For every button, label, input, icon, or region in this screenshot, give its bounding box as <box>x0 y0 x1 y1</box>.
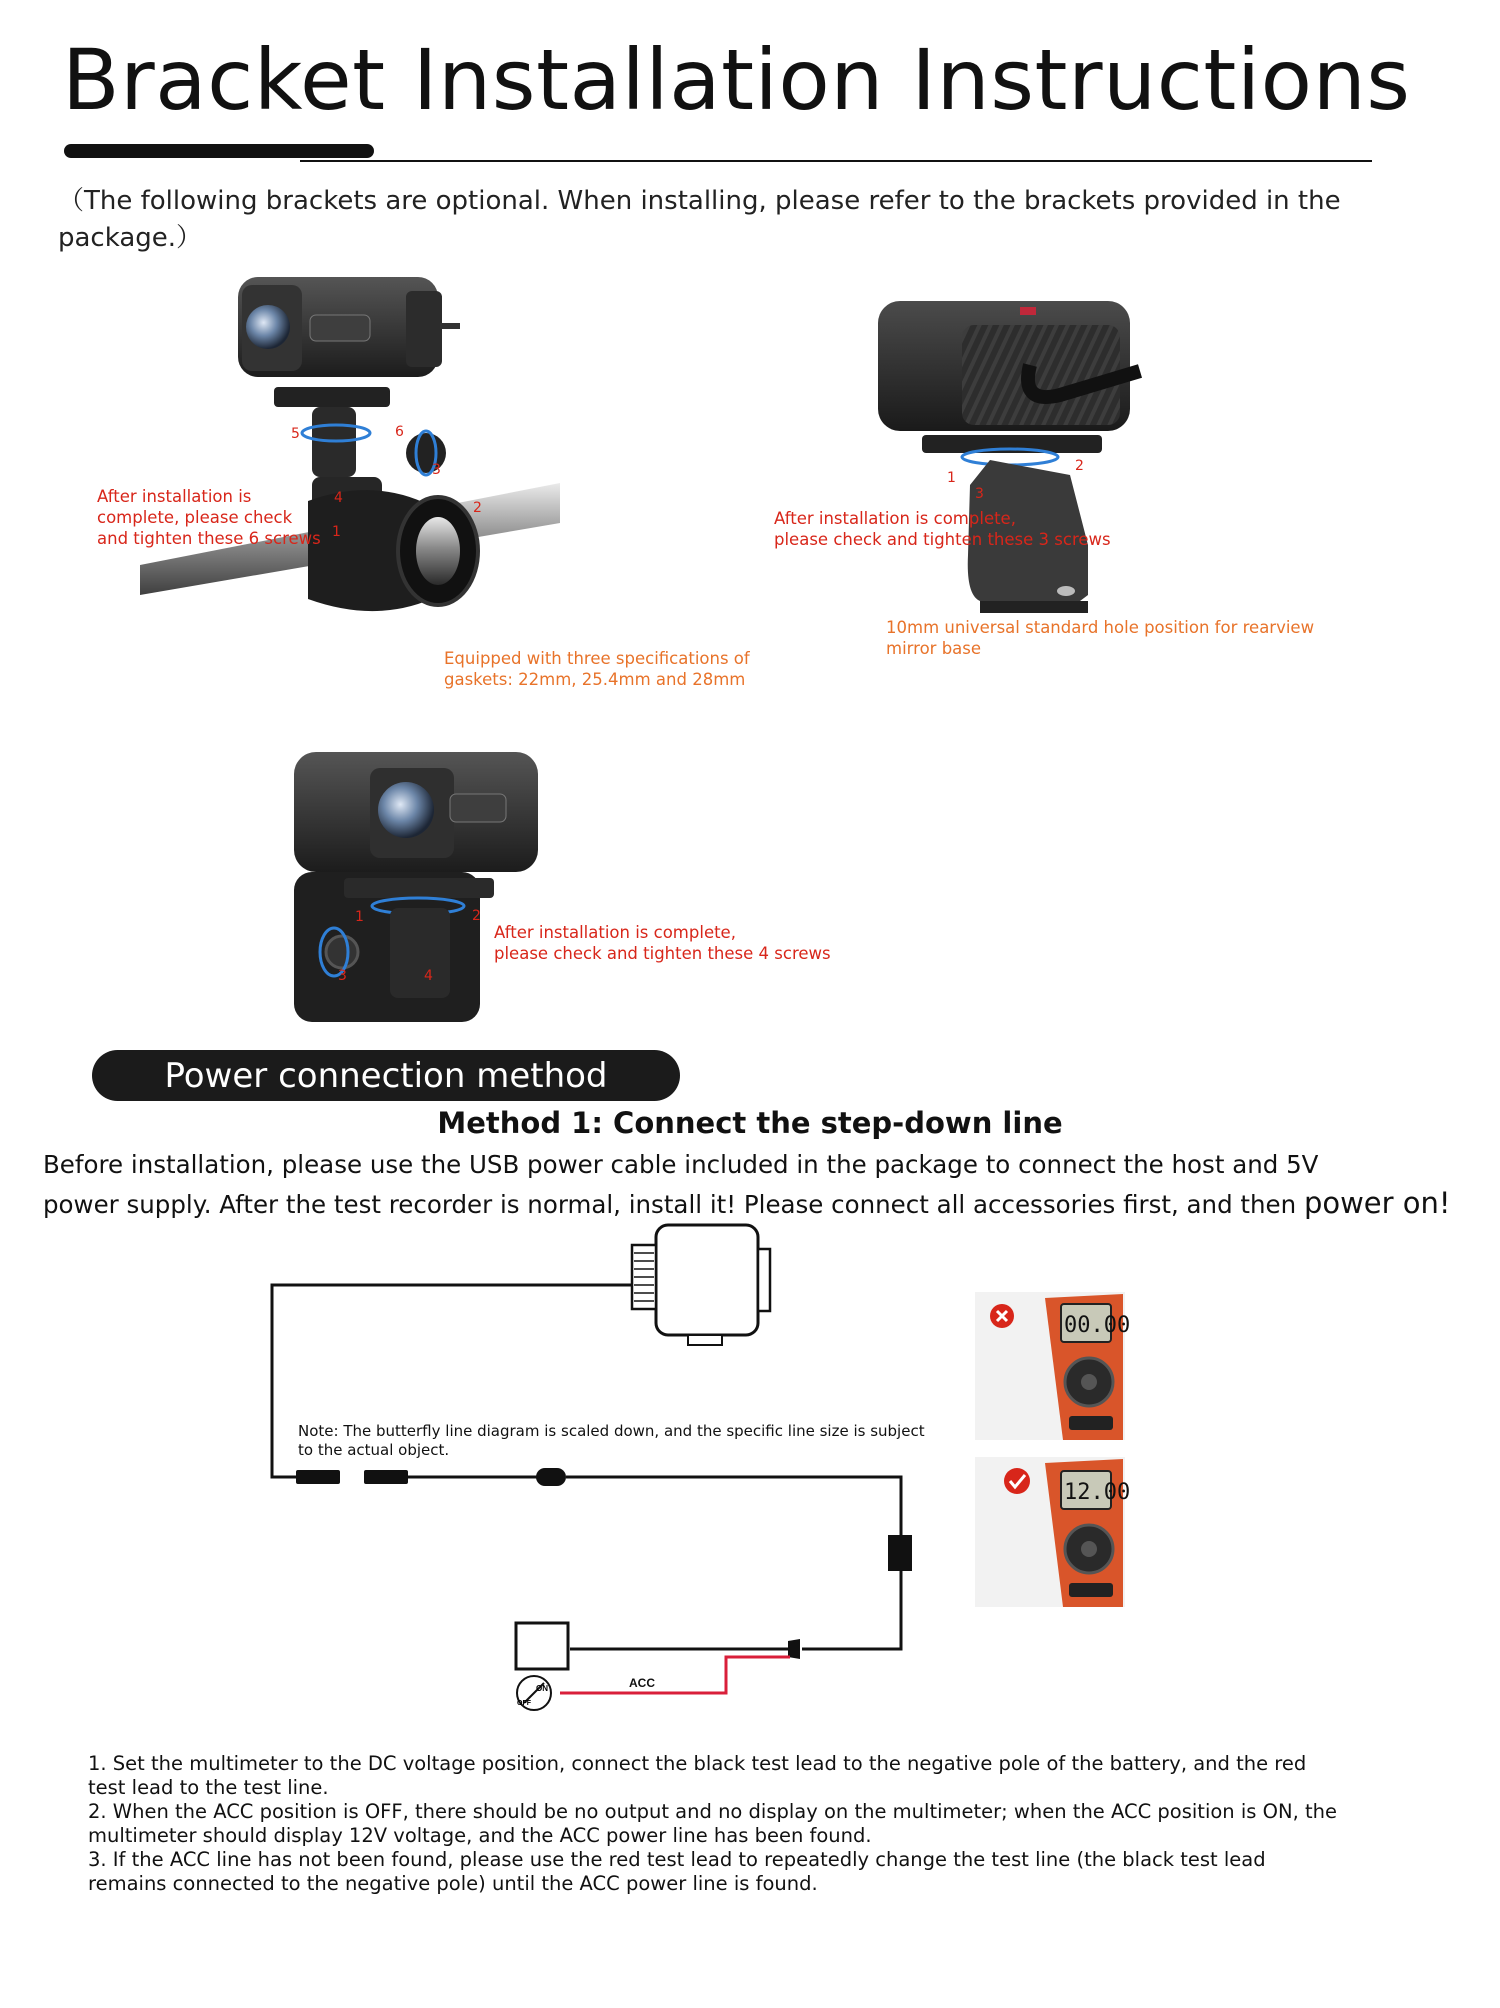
multimeter-wrong-photo <box>975 1292 1131 1440</box>
screw-number: 4 <box>334 490 343 506</box>
mirror-bracket-illustration <box>870 295 1140 625</box>
mirror-hole-note: 10mm universal standard hole position for rearview mirror base <box>886 618 1315 658</box>
screw-number: 3 <box>975 486 984 502</box>
screw-number: 3 <box>338 968 347 984</box>
screw-number: 2 <box>472 908 481 924</box>
flat-screw-note: After installation is complete, please check and tighten these 4 screws <box>494 923 831 963</box>
multimeter-correct-photo <box>975 1457 1131 1607</box>
diagram-note: Note: The butterfly line diagram is scaled down, and the specific line size is subject to the actual object. <box>298 1422 925 1459</box>
step-item: 3. If the ACC line has not been found, please use the red test lead to repeatedly change the test line (the black test lead remains connected to the negative pole) until the ACC power line is found. <box>88 1848 1266 1895</box>
meter-right-reading: 12.00 <box>1064 1480 1131 1505</box>
switch-on-label: ON <box>536 1684 548 1693</box>
screw-number: 1 <box>947 470 956 486</box>
acc-label: ACC <box>629 1676 655 1690</box>
page-title: Bracket Installation Instructions <box>62 31 1411 129</box>
intro-line: Before installation, please use the USB power cable included in the package to connect the host and 5V <box>43 1150 1319 1179</box>
screw-number: 1 <box>355 909 364 925</box>
section-title-pill: Power connection method <box>92 1050 680 1101</box>
screw-number: 3 <box>432 462 441 478</box>
mirror-screw-note: After installation is complete, please check and tighten these 3 screws <box>774 509 1111 549</box>
title-rule <box>300 160 1372 162</box>
screw-number: 6 <box>395 424 404 440</box>
step-item: 1. Set the multimeter to the DC voltage position, connect the black test lead to the negative pole of the battery, and the red test lead to the test line. <box>88 1752 1307 1799</box>
switch-off-label: OFF <box>517 1700 531 1707</box>
page-subtitle: （The following brackets are optional. When installing, please refer to the brackets provided in the package.） <box>58 186 1341 253</box>
method-title: Method 1: Connect the step-down line <box>437 1106 1063 1140</box>
step-item: 2. When the ACC position is OFF, there should be no output and no display on the multimeter; when the ACC position is ON, the multimeter should display 12V voltage, and the ACC power line has been found. <box>88 1800 1337 1847</box>
intro-line: power supply. After the test recorder is normal, install it! Please connect all accessories first, and then power on! <box>43 1186 1451 1220</box>
screw-number: 5 <box>291 426 300 442</box>
screw-number: 2 <box>1075 458 1084 474</box>
host-unit <box>632 1225 770 1345</box>
screw-number: 4 <box>424 968 433 984</box>
gasket-note: Equipped with three specifications of gaskets: 22mm, 25.4mm and 28mm <box>444 649 750 689</box>
handlebar-bracket-illustration <box>140 265 560 665</box>
title-accent-bar <box>64 144 374 158</box>
wiring-diagram <box>260 1225 940 1735</box>
screw-number: 2 <box>473 500 482 516</box>
flat-bracket-illustration <box>290 748 550 1028</box>
meter-wrong-reading: 00.00 <box>1064 1313 1131 1338</box>
instruction-steps <box>88 1752 1338 1896</box>
screw-number: 1 <box>332 524 341 540</box>
handlebar-screw-note: After installation is complete, please check and tighten these 6 screws <box>97 487 321 548</box>
